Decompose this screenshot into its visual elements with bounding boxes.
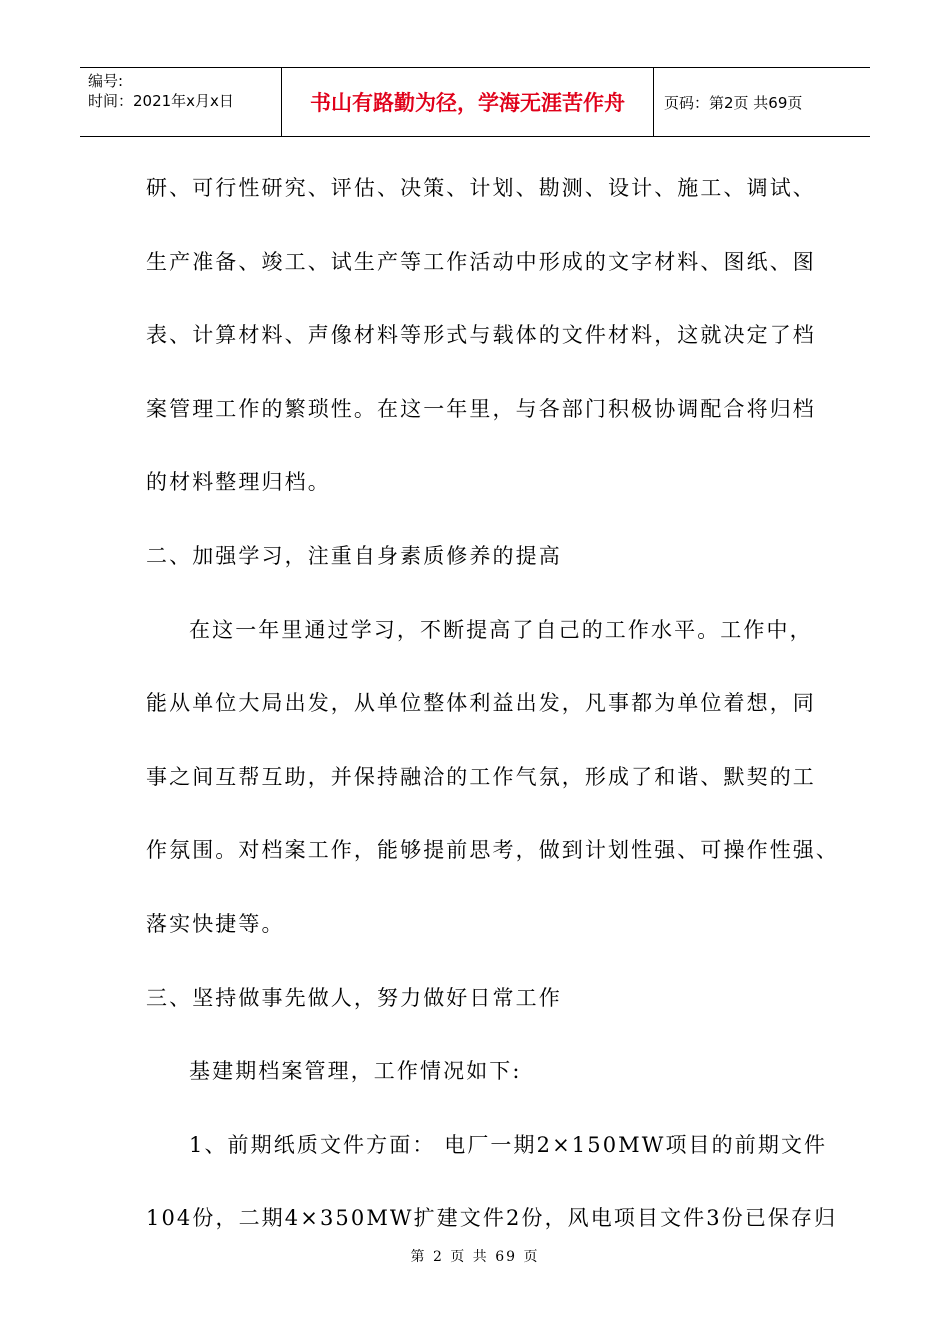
header-meta [80, 68, 282, 136]
body-line: 研、可行性研究、评估、决策、计划、勘测、设计、施工、调试、 [146, 176, 816, 200]
body-line: 生产准备、竣工、试生产等工作活动中形成的文字材料、图纸、图 [146, 249, 816, 274]
body-line: 能从单位大局出发，从单位整体利益出发，凡事都为单位着想，同 [146, 691, 816, 716]
body-line: 案管理工作的繁琐性。在这一年里，与各部门积极协调配合将归档 [146, 396, 816, 421]
header-page-number: 页码：第2页 共69页 [664, 93, 803, 112]
body-line: 在这一年里通过学习，不断提高了自己的工作水平。工作中， [189, 617, 813, 642]
body-line: 1、前期纸质文件方面： 电厂一期2×150MW项目的前期文件 [189, 1132, 828, 1157]
document-body [146, 168, 839, 1272]
page-footer: 第 2 页 共 69 页 [410, 1249, 540, 1265]
body-line: 基建期档案管理，工作情况如下: [189, 1059, 522, 1084]
body-line: 104份，二期4×350MW扩建文件2份，风电项目文件3份已保存归 [146, 1206, 838, 1231]
body-line: 事之间互帮互助，并保持融洽的工作气氛，形成了和谐、默契的工 [146, 764, 816, 789]
document-number: 编号: [88, 72, 124, 90]
body-line: 作氛围。对档案工作，能够提前思考，做到计划性强、可操作性强、 [146, 838, 839, 863]
page-header [80, 67, 870, 137]
body-line: 落实快捷等。 [146, 911, 285, 936]
section-heading: 二、加强学习，注重自身素质修养的提高 [146, 543, 562, 568]
body-line: 表、计算材料、声像材料等形式与载体的文件材料，这就决定了档 [146, 323, 816, 348]
header-slogan: 书山有路勤为径，学海无涯苦作舟 [282, 68, 654, 136]
section-heading: 三、坚持做事先做人，努力做好日常工作 [146, 985, 562, 1010]
document-date: 时间：2021年x月x日 [88, 92, 234, 110]
body-line: 的材料整理归档。 [146, 470, 331, 495]
